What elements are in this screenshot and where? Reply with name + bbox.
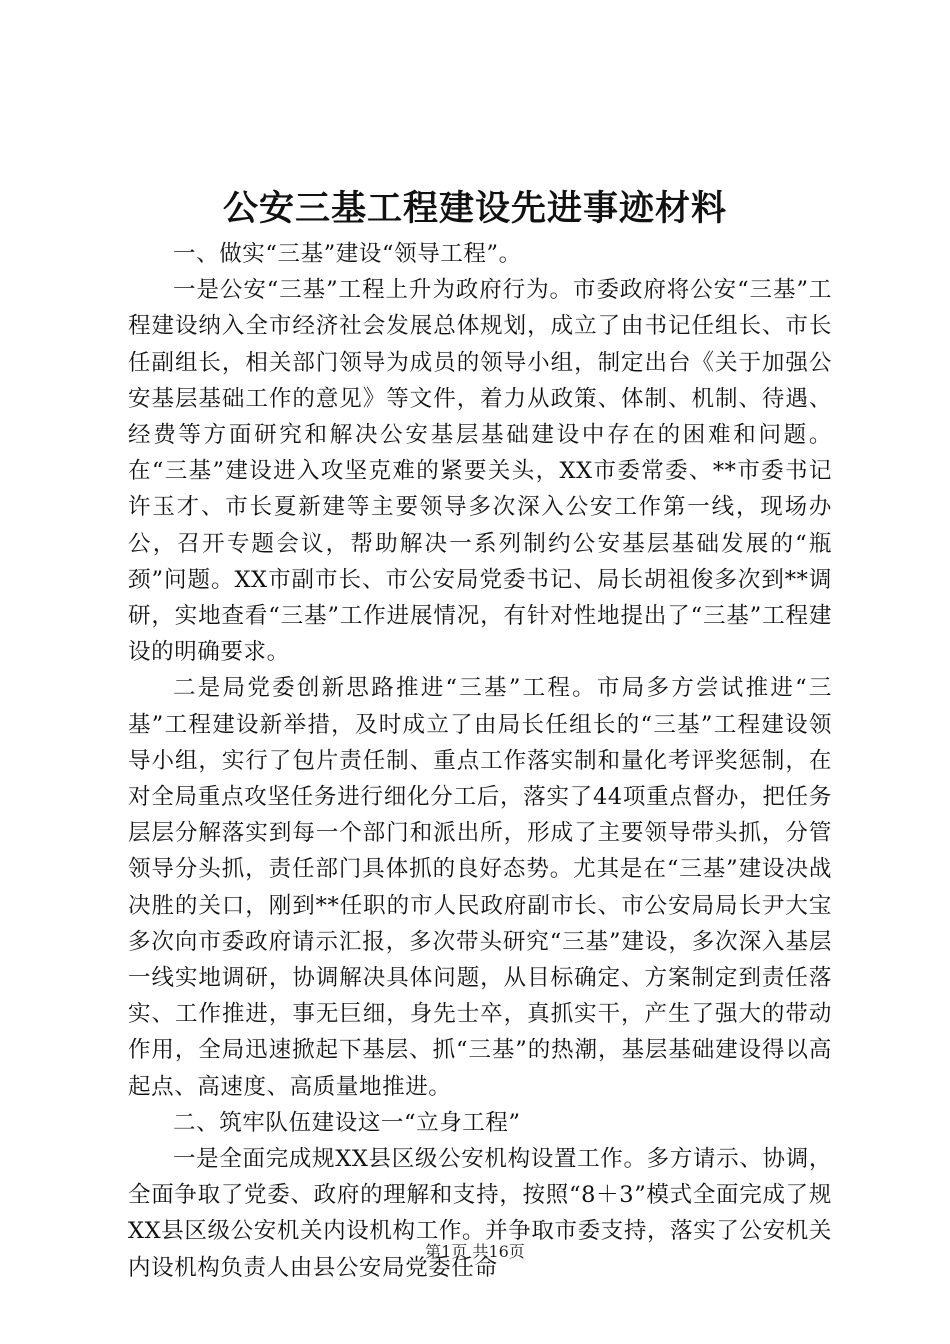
section-heading-1: 一、做实“三基”建设“领导工程”。 [173,241,522,267]
section-1-paragraph-2: 二是局党委创新思路推进“三基”工程。市局多方尝试推进“三基”工程建设新举措，及时成立了由局长任组长的“三基”工程建设领导小组，实行了包片责任制、重点工作落实制和量化考评奖惩制，在对全局重点攻坚任务进行细化分工后，落实了44项重点督办，把任务层层分解落实到每一个部门和派出所，形成了主要领导带头抓，分管领导分头抓，责任部门具体抓的良好态势。尤其是在“三基”建设决战决胜的关口，刚到**任职的市人民政府副市长、市公安局局长尹大宝多次向市委政府请示汇报，多次带头研究“三基”建设，多次深入基层一线实地调研，协调解决具体问题，从目标确定、方案制定到责任落实、工作推进，事无巨细，身先士卒，真抓实干，产生了强大的带动作用，全局迅速掀起下基层、抓“三基”的热潮，基层基础建设得以高起点、高速度、高质量地推进。 [128,675,832,1100]
section-1-paragraph-1: 一是公安“三基”工程上升为政府行为。市委政府将公安“三基”工程建设纳入全市经济社会发展总体规划，成立了由书记任组长、市长任副组长，相关部门领导为成员的领导小组，制定出台《关于加强公安基层基础工作的意见》等文件，着力从政策、体制、机制、待遇、经费等方面研究和解决公安基层基础建设中存在的困难和问题。在“三基”建设进入攻坚克难的紧要关头，XX市委常委、**市委书记许玉才、市长夏新建等主要领导多次深入公安工作第一线，现场办公，召开专题会议，帮助解决一系列制约公安基层基础发展的“瓶颈”问题。XX市副市长、市公安局党委书记、局长胡祖俊多次到**调研，实地查看“三基”工作进展情况，有针对性地提出了“三基”工程建设的明确要求。 [128,277,832,666]
section-2-paragraph-1: 一是全面完成规XX县区级公安机构设置工作。多方请示、协调，全面争取了党委、政府的理解和支持，按照“8＋3”模式全面完成了规XX县区级公安机关内设机构工作。并争取市委支持，落实了公安机关内设机构负责人由县公安局党委任命 [128,1146,832,1281]
page-number-footer: 第1页 共16页 [425,1242,525,1261]
document-body [128,236,832,1286]
document-title: 公安三基工程建设先进事迹材料 [222,188,727,229]
section-heading-2: 二、筑牢队伍建设这一“立身工程” [173,1109,521,1136]
